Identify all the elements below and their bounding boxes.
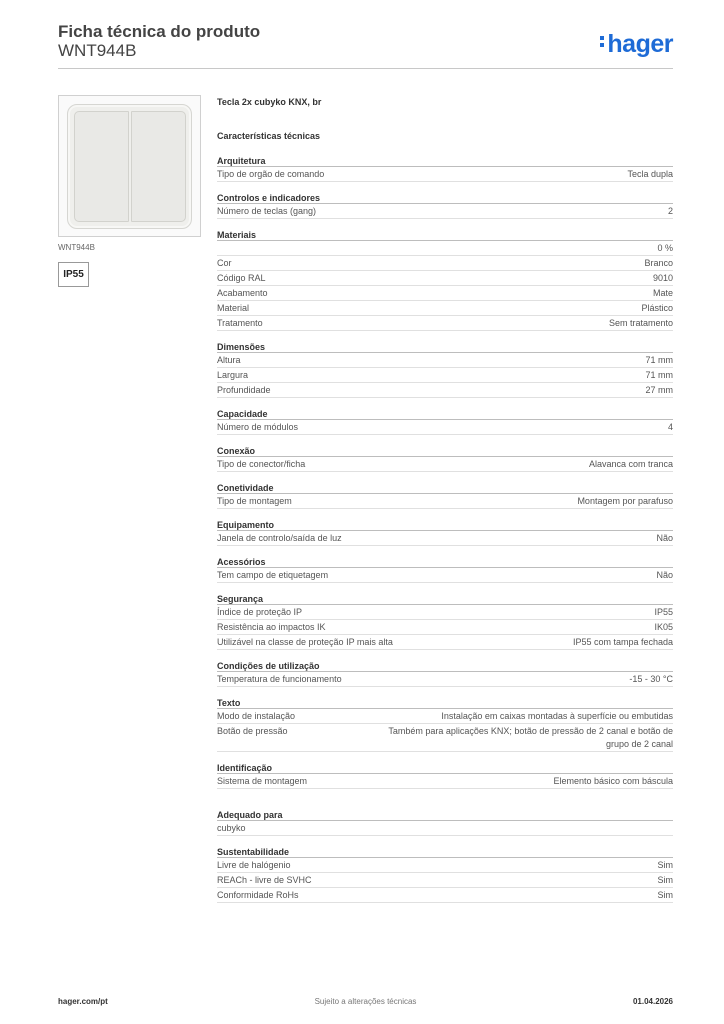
spec-value: Sem tratamento: [608, 318, 673, 328]
photo-caption: WNT944B: [58, 243, 95, 252]
spec-label: Tipo de orgão de comando: [217, 169, 325, 179]
spec-label: Acabamento: [217, 288, 268, 298]
spec-label: Conformidade RoHs: [217, 890, 299, 900]
spec-row: [217, 724, 673, 752]
spec-section: [217, 519, 673, 546]
spec-value: IP55: [654, 607, 673, 617]
spec-section: [217, 697, 673, 752]
spec-label: Altura: [217, 355, 241, 365]
spec-section: [217, 408, 673, 435]
spec-row: [217, 316, 673, 331]
section-title: Conexão: [217, 445, 673, 457]
spec-label: Índice de proteção IP: [217, 607, 303, 617]
spec-row: [217, 605, 673, 620]
spec-row: [217, 568, 673, 583]
spec-value: 0 %: [657, 243, 673, 253]
spec-section: [217, 593, 673, 650]
spec-row: [217, 301, 673, 316]
section-title: Condições de utilização: [217, 660, 673, 672]
spec-row: [217, 858, 673, 873]
spec-label: Janela de controlo/saída de luz: [217, 533, 342, 543]
spec-label: cubyko: [217, 823, 246, 833]
section-title: Capacidade: [217, 408, 673, 420]
left-rocker: [74, 111, 129, 222]
spec-label: Código RAL: [217, 273, 266, 283]
spec-label: Sistema de montagem: [217, 776, 308, 786]
spec-sections: [217, 155, 673, 903]
spec-row: [217, 204, 673, 219]
spec-label: Botão de pressão: [217, 726, 288, 736]
spec-value: IK05: [654, 622, 673, 632]
spec-row: [217, 635, 673, 650]
spec-value: -15 - 30 °C: [629, 674, 673, 684]
spec-row: [217, 286, 673, 301]
spec-value: 9010: [652, 273, 673, 283]
section-title: Dimensões: [217, 341, 673, 353]
spec-row: [217, 167, 673, 182]
spec-value: Elemento básico com báscula: [553, 776, 673, 786]
spec-section: [217, 846, 673, 903]
spec-section: [217, 445, 673, 472]
spec-value: Sim: [657, 875, 673, 885]
spec-row: [217, 774, 673, 789]
spec-section: [217, 229, 673, 331]
spec-value: Instalação em caixas montadas à superfície ou embutidas: [441, 711, 673, 721]
spec-row: [217, 368, 673, 383]
spec-section: [217, 809, 673, 836]
spec-section: [217, 192, 673, 219]
page-header: [58, 22, 673, 70]
spec-value: Não: [656, 570, 673, 580]
spec-row: [217, 271, 673, 286]
spec-section: [217, 155, 673, 182]
section-title: Arquitetura: [217, 155, 673, 167]
spec-row: [217, 873, 673, 888]
section-title: Identificação: [217, 762, 673, 774]
spec-value: 71 mm: [645, 355, 673, 365]
spec-label: Temperatura de funcionamento: [217, 674, 342, 684]
spec-value: 71 mm: [645, 370, 673, 380]
spec-row: [217, 821, 673, 836]
spec-label: Profundidade: [217, 385, 271, 395]
spec-section: [217, 341, 673, 398]
spec-label: Número de teclas (gang): [217, 206, 317, 216]
section-title: Texto: [217, 697, 673, 709]
product-reference: WNT944B: [58, 41, 137, 60]
ip-rating-badge: IP55: [58, 262, 89, 287]
spec-value: Também para aplicações KNX; botão de pressão de 2 canal e botão de grupo de 2 canal: [388, 726, 673, 749]
spec-label: Tipo de conector/ficha: [217, 459, 306, 469]
spec-label: Tratamento: [217, 318, 263, 328]
spec-value: Alavanca com tranca: [588, 459, 673, 469]
spec-label: Material: [217, 303, 250, 313]
spec-section: [217, 660, 673, 687]
spec-section: [217, 762, 673, 789]
page-title: Ficha técnica do produto: [58, 22, 261, 41]
spec-row: [217, 494, 673, 509]
spec-row: [217, 256, 673, 271]
spec-row: [217, 420, 673, 435]
spec-section: [217, 556, 673, 583]
spec-value: Mate: [652, 288, 673, 298]
footer-date: 01.04.2026: [632, 997, 673, 1006]
product-name: Tecla 2x cubyko KNX, br: [217, 97, 322, 107]
spec-row: [217, 888, 673, 903]
spec-value: Plástico: [641, 303, 673, 313]
footer-website: hager.com/pt: [58, 997, 108, 1006]
spec-value: Não: [656, 533, 673, 543]
spec-value: Montagem por parafuso: [577, 496, 673, 506]
spec-row: [217, 353, 673, 368]
spec-value: 4: [667, 422, 673, 432]
section-title: Adequado para: [217, 809, 673, 821]
spec-label: Cor: [217, 258, 232, 268]
section-title: Conetividade: [217, 482, 673, 494]
spec-value: IP55 com tampa fechada: [572, 637, 673, 647]
spec-label: Tipo de montagem: [217, 496, 292, 506]
spec-row: [217, 672, 673, 687]
spec-value: Tecla dupla: [627, 169, 673, 179]
spec-content: [217, 97, 673, 913]
spec-label: Modo de instalação: [217, 711, 296, 721]
hager-logo: [600, 30, 673, 59]
spec-label: Resistência ao impactos IK: [217, 622, 326, 632]
spec-label: Livre de halógenio: [217, 860, 291, 870]
spec-row: [217, 241, 673, 256]
spec-label: Largura: [217, 370, 249, 380]
section-title: Acessórios: [217, 556, 673, 568]
spec-value: Sim: [657, 890, 673, 900]
logo-dots-icon: [600, 33, 605, 50]
section-title: Controlos e indicadores: [217, 192, 673, 204]
double-switch-icon: [67, 104, 192, 229]
spec-value: Branco: [644, 258, 673, 268]
section-title: Equipamento: [217, 519, 673, 531]
spec-row: [217, 709, 673, 724]
right-rocker: [131, 111, 186, 222]
footer-disclaimer: Sujeito a alterações técnicas: [314, 997, 417, 1006]
spec-label: Utilizável na classe de proteção IP mais alta: [217, 637, 393, 647]
section-title: Materiais: [217, 229, 673, 241]
spec-value: Sim: [657, 860, 673, 870]
spec-section: [217, 482, 673, 509]
section-title: Sustentabilidade: [217, 846, 673, 858]
spec-value: 27 mm: [645, 385, 673, 395]
spec-label: Tem campo de etiquetagem: [217, 570, 329, 580]
spec-row: [217, 531, 673, 546]
logo-text: hager: [607, 30, 673, 58]
section-title: Segurança: [217, 593, 673, 605]
header-divider: [58, 68, 673, 69]
spec-value: 2: [667, 206, 673, 216]
spec-label: REACh - livre de SVHC: [217, 875, 312, 885]
product-photo: [58, 95, 201, 237]
spec-row: [217, 620, 673, 635]
spec-row: [217, 457, 673, 472]
spec-row: [217, 383, 673, 398]
spec-label: Número de módulos: [217, 422, 299, 432]
tech-heading: Características técnicas: [217, 131, 321, 141]
